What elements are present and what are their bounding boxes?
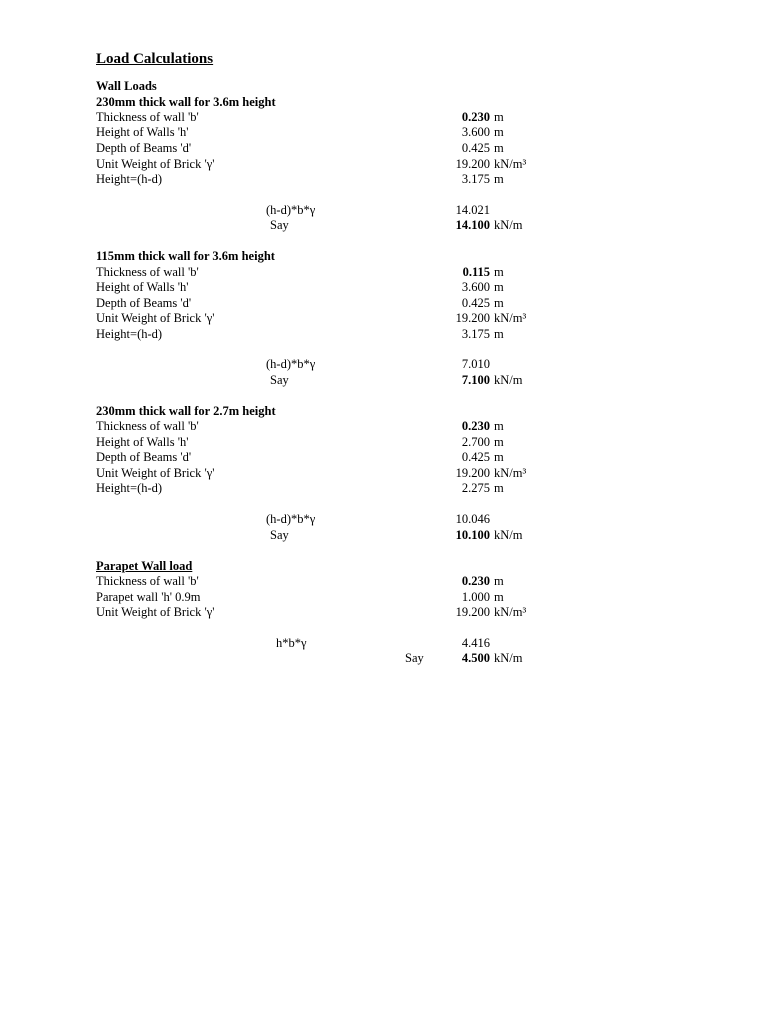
say-unit: kN/m <box>494 528 523 542</box>
row-unit: m <box>494 296 504 310</box>
row-unit: m <box>494 590 504 604</box>
section-heading: Parapet Wall load <box>96 559 193 573</box>
row-unit: m <box>494 280 504 294</box>
row-unit: kN/m³ <box>494 311 527 325</box>
row-label: Depth of Beams 'd' <box>96 141 192 155</box>
formula-value: 4.416 <box>461 636 490 650</box>
row-unit: m <box>494 574 504 588</box>
row-value: 0.425 <box>461 141 490 155</box>
row-label: Height of Walls 'h' <box>96 125 189 139</box>
row-value: 0.230 <box>461 574 490 588</box>
row-label: Thickness of wall 'b' <box>96 574 199 588</box>
section-heading: 230mm thick wall for 3.6m height <box>96 95 276 109</box>
row-label: Depth of Beams 'd' <box>96 450 192 464</box>
row-unit: kN/m³ <box>494 605 527 619</box>
row-label: Unit Weight of Brick 'γ' <box>96 605 215 619</box>
row-label: Height=(h-d) <box>96 172 163 186</box>
row-unit: m <box>494 419 504 433</box>
row-unit: m <box>494 265 504 279</box>
row-label: Depth of Beams 'd' <box>96 296 192 310</box>
row-label: Unit Weight of Brick 'γ' <box>96 311 215 325</box>
formula-label: (h-d)*b*γ <box>266 357 316 371</box>
row-label: Height=(h-d) <box>96 327 163 341</box>
row-unit: kN/m³ <box>494 466 527 480</box>
formula-label: h*b*γ <box>276 636 307 650</box>
formula-label: (h-d)*b*γ <box>266 512 316 526</box>
row-label: Thickness of wall 'b' <box>96 419 199 433</box>
row-value: 1.000 <box>461 590 490 604</box>
formula-value: 14.021 <box>455 203 490 217</box>
row-unit: m <box>494 327 504 341</box>
row-label: Unit Weight of Brick 'γ' <box>96 157 215 171</box>
row-value: 19.200 <box>455 466 490 480</box>
row-value: 19.200 <box>455 311 490 325</box>
row-unit: m <box>494 481 504 495</box>
row-label: Height=(h-d) <box>96 481 163 495</box>
say-value: 4.500 <box>461 651 490 665</box>
row-value: 19.200 <box>455 157 490 171</box>
row-value: 3.600 <box>461 125 490 139</box>
row-value: 2.275 <box>461 481 490 495</box>
row-unit: m <box>494 450 504 464</box>
row-value: 2.700 <box>461 435 490 449</box>
say-label: Say <box>270 528 289 542</box>
say-unit: kN/m <box>494 373 523 387</box>
page-title: Load Calculations <box>96 51 214 67</box>
row-label: Thickness of wall 'b' <box>96 265 199 279</box>
row-label: Unit Weight of Brick 'γ' <box>96 466 215 480</box>
formula-value: 7.010 <box>461 357 490 371</box>
row-value: 0.425 <box>461 450 490 464</box>
row-unit: m <box>494 435 504 449</box>
say-unit: kN/m <box>494 218 523 232</box>
row-unit: m <box>494 141 504 155</box>
say-unit: kN/m <box>494 651 523 665</box>
say-value: 7.100 <box>461 373 490 387</box>
formula-value: 10.046 <box>455 512 490 526</box>
section-heading: 230mm thick wall for 2.7m height <box>96 404 276 418</box>
row-value: 0.230 <box>461 419 490 433</box>
row-label: Thickness of wall 'b' <box>96 110 199 124</box>
say-label: Say <box>270 373 289 387</box>
row-label: Height of Walls 'h' <box>96 280 189 294</box>
say-value: 10.100 <box>455 528 490 542</box>
row-value: 0.115 <box>462 265 490 279</box>
row-label: Height of Walls 'h' <box>96 435 189 449</box>
row-value: 3.175 <box>461 327 490 341</box>
row-value: 3.175 <box>461 172 490 186</box>
section-heading: 115mm thick wall for 3.6m height <box>96 249 275 263</box>
row-value: 0.425 <box>461 296 490 310</box>
say-value: 14.100 <box>455 218 490 232</box>
wall-loads-heading: Wall Loads <box>96 79 157 93</box>
row-value: 19.200 <box>455 605 490 619</box>
row-unit: m <box>494 110 504 124</box>
say-label: Say <box>405 651 424 665</box>
row-unit: m <box>494 172 504 186</box>
row-label: Parapet wall 'h' 0.9m <box>96 590 201 604</box>
row-unit: m <box>494 125 504 139</box>
say-label: Say <box>270 218 289 232</box>
row-value: 3.600 <box>461 280 490 294</box>
formula-label: (h-d)*b*γ <box>266 203 316 217</box>
row-unit: kN/m³ <box>494 157 527 171</box>
row-value: 0.230 <box>461 110 490 124</box>
